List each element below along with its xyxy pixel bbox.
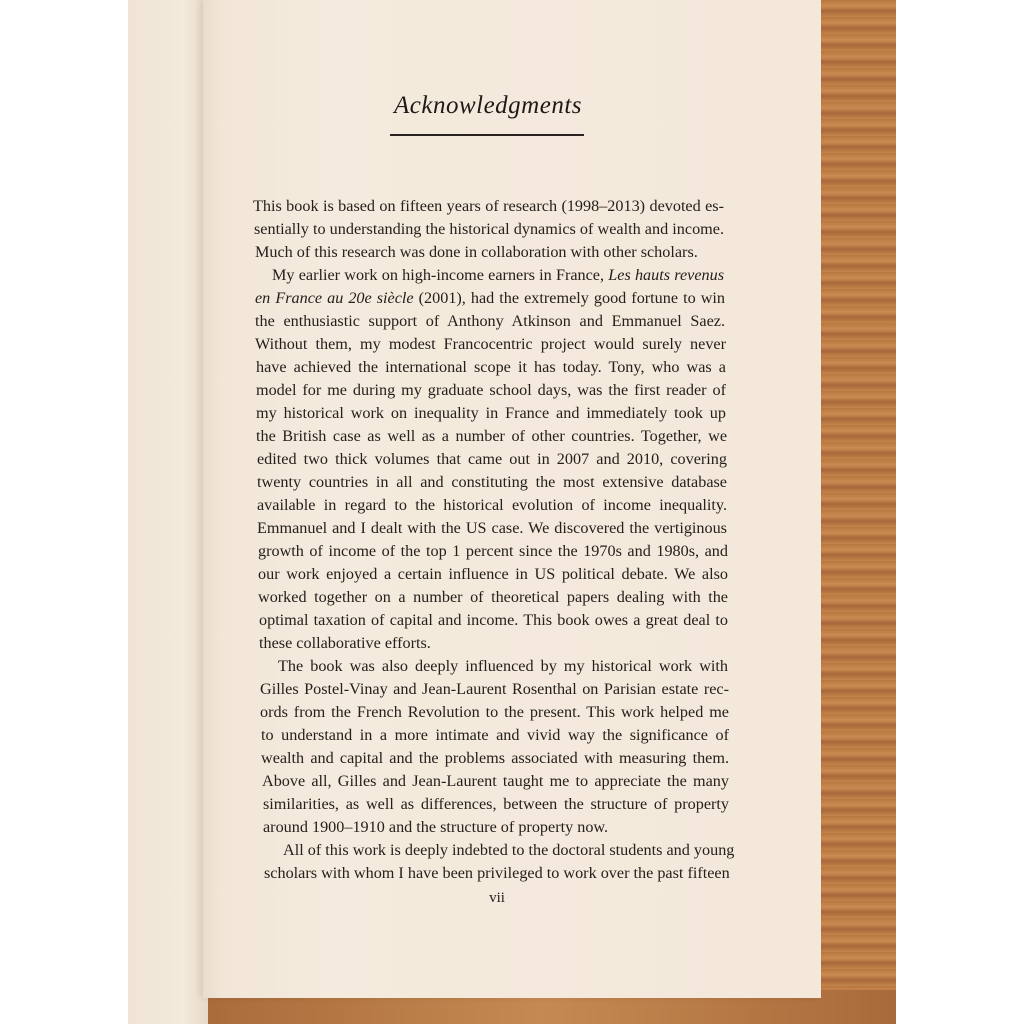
text-line: The book was also deeply influenced by my historical work with — [278, 657, 728, 675]
text-line: my historical work on inequality in France and immediately took up — [256, 404, 726, 422]
text-line: scholars with whom I have been privileged to work over the past fifteen — [264, 864, 730, 882]
text-line: to understand in a more intimate and vivid way the significance of — [261, 726, 729, 744]
text-line: Above all, Gilles and Jean-Laurent taught me to appreciate the many — [262, 772, 729, 790]
text-line: Much of this research was done in collaboration with other scholars. — [255, 243, 698, 261]
text-line: This book is based on fifteen years of research (1998–2013) devoted es- — [253, 197, 724, 215]
text-line: model for me during my graduate school days, was the first reader of — [256, 381, 726, 399]
text-line: Emmanuel and I dealt with the US case. We discovered the vertiginous — [257, 519, 727, 537]
text-line: around 1900–1910 and the structure of property now. — [263, 818, 609, 836]
text-line: twenty countries in all and constituting the most extensive database — [257, 473, 727, 491]
text-line: these collaborative efforts. — [259, 634, 431, 652]
text-line: the British case as well as a number of other countries. Together, we — [256, 427, 727, 445]
text-line: sentially to understanding the historical dynamics of wealth and income. — [254, 220, 724, 238]
text-line: growth of income of the top 1 percent since the 1970s and 1980s, and — [258, 542, 728, 560]
text-line: have achieved the international scope it has today. Tony, who was a — [256, 358, 726, 376]
wooden-table-right — [820, 0, 896, 1024]
text-line: Gilles Postel-Vinay and Jean-Laurent Rosenthal on Parisian estate rec- — [260, 680, 729, 698]
text-line: available in regard to the historical evolution of income inequality. — [257, 496, 727, 514]
text-line: Without them, my modest Francocentric project would surely never — [255, 335, 726, 353]
text-line: similarities, as well as differences, between the structure of property — [263, 795, 729, 813]
text-line: wealth and capital and the problems associated with measuring them. — [261, 749, 729, 767]
page-heading: Acknowledgments — [393, 92, 582, 119]
text-line: the enthusiastic support of Anthony Atkinson and Emmanuel Saez. — [255, 312, 725, 330]
text-line: our work enjoyed a certain influence in US political debate. We also — [258, 565, 728, 583]
text-line: en France au 20e siècle (2001), had the extremely good fortune to win — [255, 289, 726, 307]
text-line: ords from the French Revolution to the present. This work helped me — [260, 703, 729, 721]
text-line: My earlier work on high-income earners in France, Les hauts revenus — [272, 266, 724, 284]
heading-rule — [390, 134, 584, 136]
text-line: edited two thick volumes that came out in 2007 and 2010, covering — [257, 450, 727, 468]
text-line: optimal taxation of capital and income. This book owes a great deal to — [259, 611, 728, 629]
page-number: vii — [489, 890, 505, 906]
text-line: All of this work is deeply indebted to the doctoral students and young — [283, 841, 735, 859]
facing-page-edge — [128, 0, 208, 1024]
text-line: worked together on a number of theoretical papers dealing with the — [258, 588, 728, 606]
